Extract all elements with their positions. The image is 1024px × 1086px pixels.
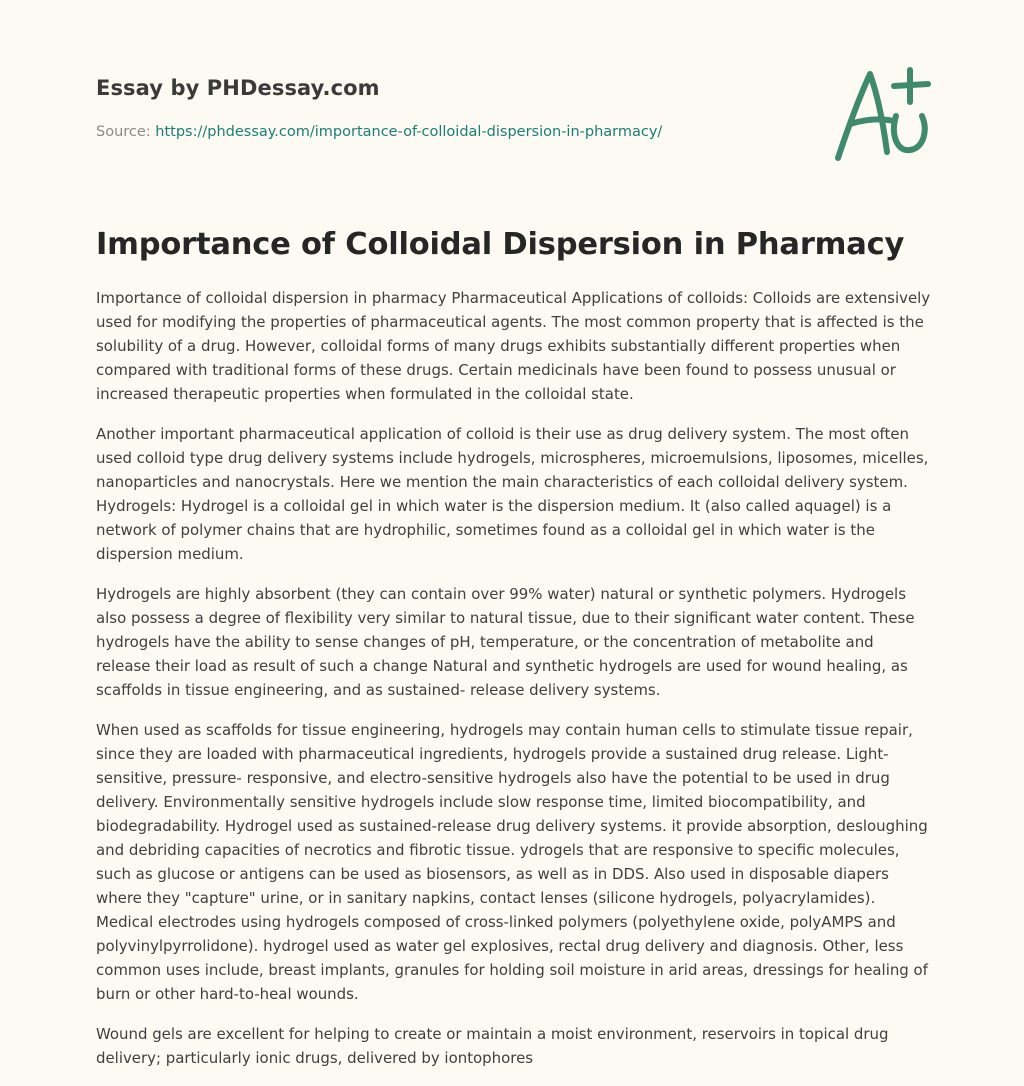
site-title: Essay by PHDessay.com xyxy=(96,76,380,100)
a-plus-logo-icon xyxy=(830,66,934,166)
source-label: Source: xyxy=(96,124,156,140)
source-line xyxy=(96,124,662,140)
paragraph-3: Hydrogels are highly absorbent (they can contain over 99% water) natural or synthetic polymers. Hydrogels also possess a degree of flexibility very similar to natural tissue, due to their significant water content. These hydrogels have the ability to sense changes of pH, temperature, or the concentration of metabolite and release their load as result of such a change Natural and synthetic hydrogels are used for wound healing, as scaffolds in tissue engineering, and as sustained- release delivery systems. xyxy=(96,585,915,699)
header xyxy=(96,0,928,190)
source-link[interactable]: https://phdessay.com/importance-of-colloidal-dispersion-in-pharmacy/ xyxy=(155,124,663,140)
a-plus-logo-svg xyxy=(830,66,934,166)
essay-body xyxy=(96,286,932,1086)
paragraph-4: When used as scaffolds for tissue engineering, hydrogels may contain human cells to stimulate tissue repair, since they are loaded with pharmaceutical ingredients, hydrogels provide a sustained drug release. Light-sensitive, pressure- responsive, and electro-sensitive hydrogels also have the potential to be used in drug delivery. Environmentally sensitive hydrogels include slow response time, limited biocompatibility, and biodegradability. Hydrogel used as sustained-release drug delivery systems. it provide absorption, desloughing and debriding capacities of necrotics and fibrotic tissue. ydrogels that are responsive to specific molecules, such as glucose or antigens can be used as biosensors, as well as in DDS. Also used in disposable diapers where they "capture" urine, or in sanitary napkins, contact lenses (silicone hydrogels, polyacrylamides). Medical electrodes using hydrogels composed of cross-linked polymers (polyethylene oxide, polyAMPS and polyvinylpyrrolidone). hydrogel used as water gel explosives, rectal drug delivery and diagnosis. Other, less common uses include, breast implants, granules for holding soil moisture in arid areas, dressings for healing of burn or other hard-to-heal wounds. xyxy=(96,721,928,1003)
document-title: Importance of Colloidal Dispersion in Pharmacy xyxy=(96,227,905,262)
paragraph-1: Importance of colloidal dispersion in pharmacy Pharmaceutical Applications of colloids: Colloids are extensively used for modifying the properties of pharmaceutical agents. The most common property that is affected is the solubility of a drug. However, colloidal forms of many drugs exhibits substantially different properties when compared with traditional forms of these drugs. Certain medicinals have been found to possess unusual or increased therapeutic properties when formulated in the colloidal state. xyxy=(96,289,931,403)
paragraph-5: Wound gels are excellent for helping to create or maintain a moist environment, reservoirs in topical drug delivery; particularly ionic drugs, delivered by iontophores xyxy=(96,1025,889,1067)
paragraph-2: Another important pharmaceutical application of colloid is their use as drug delivery system. The most often used colloid type drug delivery systems include hydrogels, microspheres, microemulsions, liposomes, micelles, nanoparticles and nanocrystals. Here we mention the main characteristics of each colloidal delivery system. Hydrogels: Hydrogel is a colloidal gel in which water is the dispersion medium. It (also called aquagel) is a network of polymer chains that are hydrophilic, sometimes found as a colloidal gel in which water is the dispersion medium. xyxy=(96,425,929,563)
